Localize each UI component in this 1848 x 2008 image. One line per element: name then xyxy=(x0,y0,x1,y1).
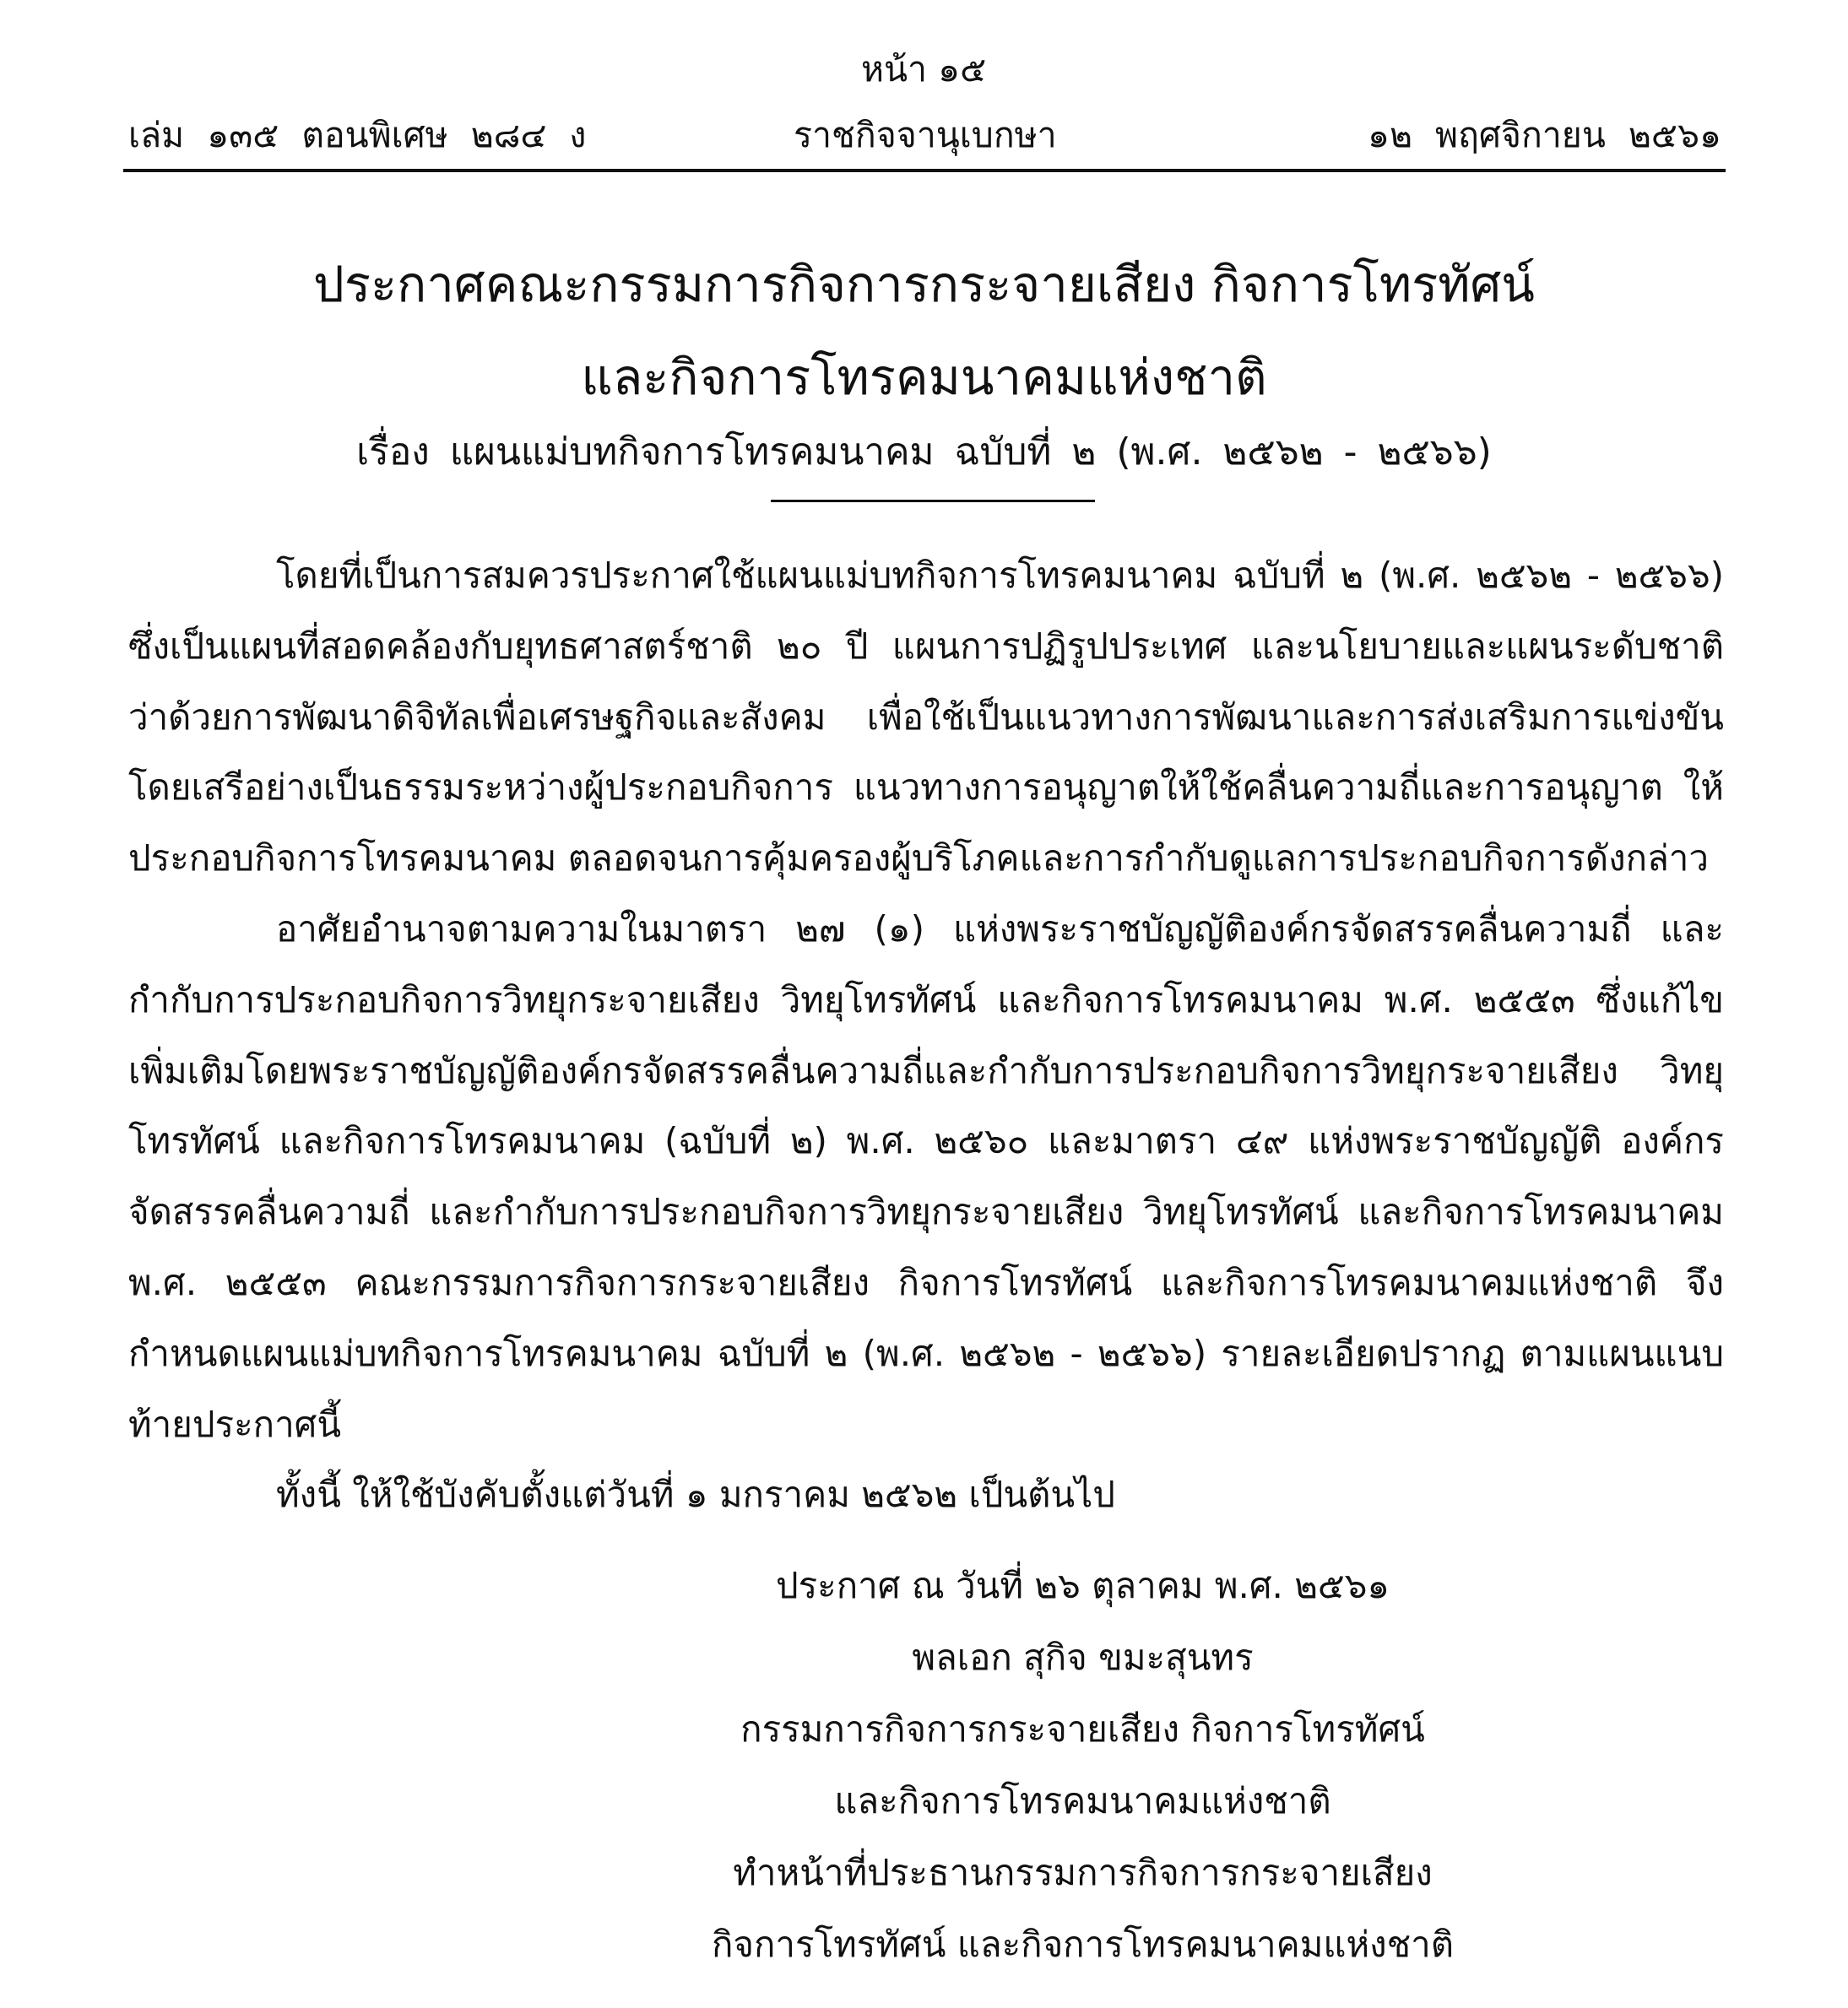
paragraph-preamble: โดยที่เป็นการสมควรประกาศใช้แผนแม่บทกิจการโทรคมนาคม ฉบับที่ ๒ (พ.ศ. ๒๕๖๒ - ๒๕๖๖) ซึ่งเป็นแผนที่สอดคล้องกับยุทธศาสตร์ชาติ ๒๐ ปี แผนการปฏิรูปประเทศ และนโยบายและแผนระดับชาติ ว่าด้วยการพัฒนาดิจิทัลเพื่อเศรษฐกิจและสังคม เพื่อใช้เป็นแนวทางการพัฒนาและการส่งเสริมการแข่งขัน โดยเสรีอย่างเป็นธรรมระหว่างผู้ประกอบกิจการ แนวทางการอนุญาตให้ใช้คลื่นความถี่และการอนุญาต ให้ประกอบกิจการโทรคมนาคม ตลอดจนการคุ้มครองผู้บริโภคและการกำกับดูแลการประกอบกิจการดังกล่าว xyxy=(128,555,1725,880)
page-number: หน้า ๑๕ xyxy=(861,49,987,89)
header-divider xyxy=(123,169,1726,172)
signatory-position-line-4: กิจการโทรทัศน์ และกิจการโทรคมนาคมแห่งชาติ xyxy=(711,1924,1455,1965)
gazette-name: ราชกิจจานุเบกษา xyxy=(794,115,1057,155)
announcement-subject: เรื่อง แผนแม่บทกิจการโทรคมนาคม ฉบับที่ ๒ (พ.ศ. ๒๕๖๒ - ๒๕๖๖) xyxy=(356,430,1492,474)
signature-block xyxy=(701,1550,1465,1980)
issue-info: เล่ม ๑๓๕ ตอนพิเศษ ๒๘๔ ง xyxy=(128,115,587,155)
signatory-position-line-2: และกิจการโทรคมนาคมแห่งชาติ xyxy=(834,1780,1331,1821)
signatory-position-line-3: ทำหน้าที่ประธานกรรมการกิจการกระจายเสียง xyxy=(733,1852,1433,1893)
signatory-position-line-1: กรรมการกิจการกระจายเสียง กิจการโทรทัศน์ xyxy=(740,1708,1425,1750)
publication-date: ๑๒ พฤศจิกายน ๒๕๖๑ xyxy=(1367,115,1721,155)
announcement-date: ประกาศ ณ วันที่ ๒๖ ตุลาคม พ.ศ. ๒๕๖๑ xyxy=(775,1565,1390,1606)
announcement-body xyxy=(128,540,1724,1530)
signatory-name: พลเอก สุกิจ ขมะสุนทร xyxy=(912,1637,1254,1678)
title-divider xyxy=(771,500,1095,502)
paragraph-effective-date: ทั้งนี้ ให้ใช้บังคับตั้งแต่วันที่ ๑ มกราคม ๒๕๖๒ เป็นต้นไป xyxy=(276,1474,1115,1516)
paragraph-authority: อาศัยอำนาจตามความในมาตรา ๒๗ (๑) แห่งพระราชบัญญัติองค์กรจัดสรรคลื่นความถี่ และกำกับการประกอบกิจการวิทยุกระจายเสียง วิทยุโทรทัศน์ และกิจการโทรคมนาคม พ.ศ. ๒๕๕๓ ซึ่งแก้ไขเพิ่มเติมโดยพระราชบัญญัติองค์กรจัดสรรคลื่นความถี่และกำกับการประกอบกิจการวิทยุกระจายเสียง วิทยุโทรทัศน์ และกิจการโทรคมนาคม (ฉบับที่ ๒) พ.ศ. ๒๕๖๐ และมาตรา ๔๙ แห่งพระราชบัญญัติ องค์กรจัดสรรคลื่นความถี่ และกำกับการประกอบกิจการวิทยุกระจายเสียง วิทยุโทรทัศน์ และกิจการโทรคมนาคม พ.ศ. ๒๕๕๓ คณะกรรมการกิจการกระจายเสียง กิจการโทรทัศน์ และกิจการโทรคมนาคมแห่งชาติ จึงกำหนดแผนแม่บทกิจการโทรคมนาคม ฉบับที่ ๒ (พ.ศ. ๒๕๖๒ - ๒๕๖๖) รายละเอียดปรากฏ ตามแผนแนบท้ายประกาศนี้ xyxy=(128,907,1724,1445)
announcement-title-line-2: และกิจการโทรคมนาคมแห่งชาติ xyxy=(581,349,1267,406)
announcement-title-line-1: ประกาศคณะกรรมการกิจการกระจายเสียง กิจการโทรทัศน์ xyxy=(313,256,1535,313)
